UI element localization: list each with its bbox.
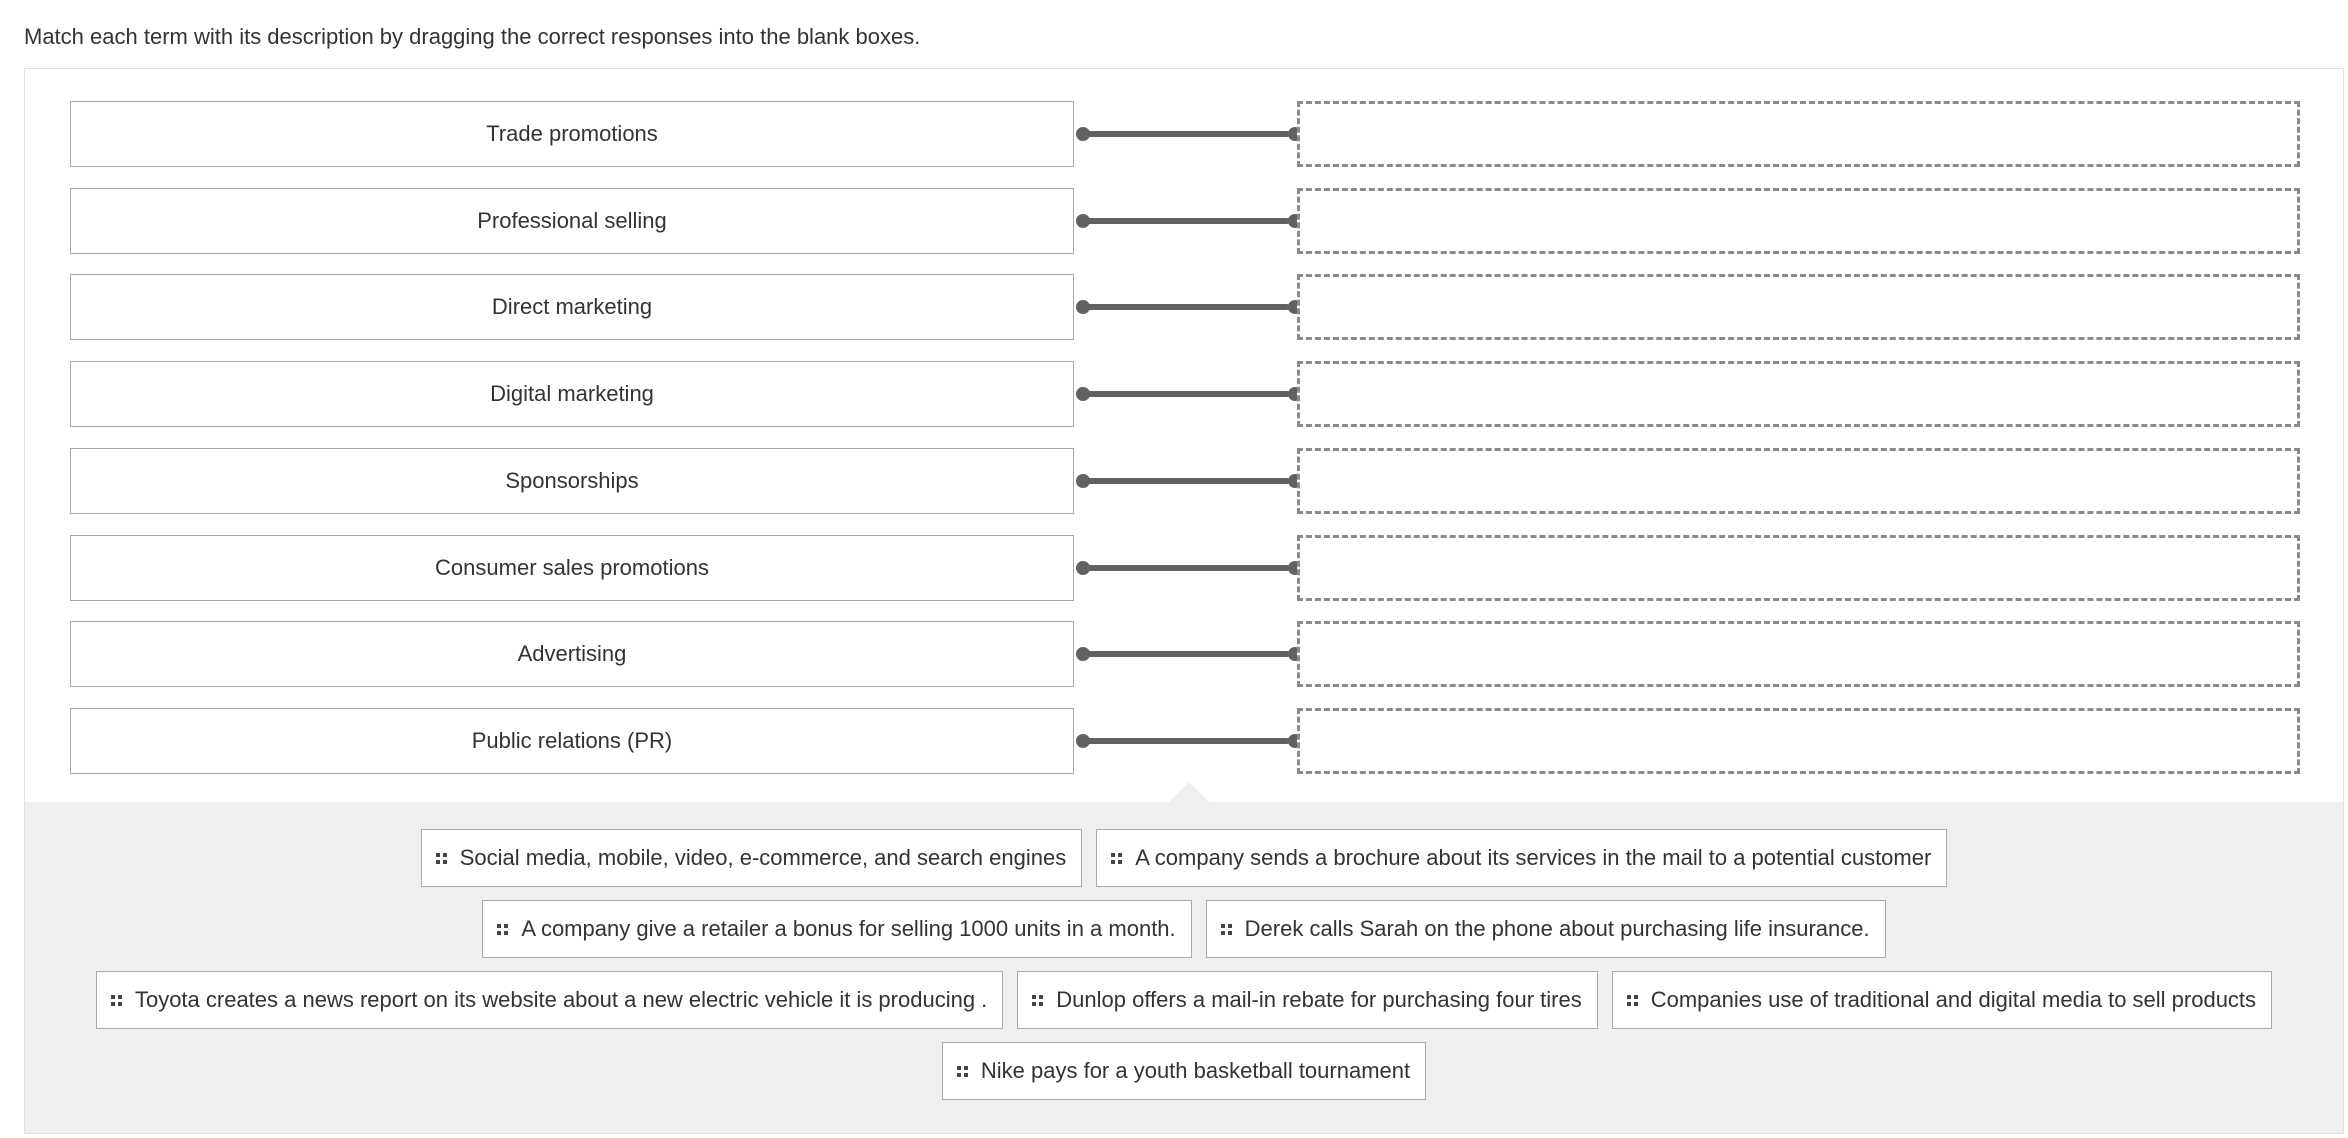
match-row bbox=[25, 621, 2343, 687]
response-chip[interactable] bbox=[482, 900, 1191, 958]
drop-zone[interactable] bbox=[1297, 448, 2300, 514]
connector bbox=[1074, 475, 1304, 487]
bank-row bbox=[25, 971, 2343, 1029]
connector bbox=[1074, 562, 1304, 574]
connector bbox=[1074, 648, 1304, 660]
match-row bbox=[25, 101, 2343, 167]
drop-zone[interactable] bbox=[1297, 361, 2300, 427]
bank-row bbox=[25, 829, 2343, 887]
response-label: Companies use of traditional and digital media to sell products bbox=[1650, 987, 2257, 1012]
drop-zone[interactable] bbox=[1297, 708, 2300, 774]
drag-handle-icon bbox=[1627, 995, 1638, 1006]
match-row bbox=[25, 448, 2343, 514]
match-row bbox=[25, 708, 2343, 774]
drop-zone[interactable] bbox=[1297, 621, 2300, 687]
match-row bbox=[25, 274, 2343, 340]
response-chip[interactable] bbox=[942, 1042, 1426, 1100]
drag-handle-icon bbox=[1111, 853, 1122, 864]
response-chip[interactable] bbox=[1017, 971, 1597, 1029]
response-chip[interactable] bbox=[96, 971, 1003, 1029]
bank-pointer bbox=[1169, 782, 1209, 802]
term-box: Direct marketing bbox=[70, 274, 1074, 340]
drag-handle-icon bbox=[1032, 995, 1043, 1006]
drop-zone[interactable] bbox=[1297, 535, 2300, 601]
response-chip[interactable] bbox=[421, 829, 1083, 887]
bank-row bbox=[25, 900, 2343, 958]
match-row bbox=[25, 535, 2343, 601]
instruction-text: Match each term with its description by dragging the correct responses into the blank boxes. bbox=[24, 24, 921, 49]
response-label: Derek calls Sarah on the phone about purchasing life insurance. bbox=[1244, 916, 1870, 941]
response-chip[interactable] bbox=[1096, 829, 1947, 887]
response-label: A company give a retailer a bonus for selling 1000 units in a month. bbox=[521, 916, 1176, 941]
term-box: Public relations (PR) bbox=[70, 708, 1074, 774]
drop-zone[interactable] bbox=[1297, 101, 2300, 167]
term-box: Digital marketing bbox=[70, 361, 1074, 427]
term-box: Advertising bbox=[70, 621, 1074, 687]
response-label: Dunlop offers a mail-in rebate for purchasing four tires bbox=[1056, 987, 1582, 1012]
bank-row bbox=[25, 1042, 2343, 1100]
response-chip[interactable] bbox=[1612, 971, 2272, 1029]
drag-handle-icon bbox=[497, 924, 508, 935]
connector bbox=[1074, 301, 1304, 313]
response-label: Social media, mobile, video, e-commerce, and search engines bbox=[459, 845, 1067, 870]
term-box: Consumer sales promotions bbox=[70, 535, 1074, 601]
response-label: Toyota creates a news report on its website about a new electric vehicle it is producing . bbox=[134, 987, 988, 1012]
drop-zone[interactable] bbox=[1297, 274, 2300, 340]
drag-handle-icon bbox=[436, 853, 447, 864]
term-box: Sponsorships bbox=[70, 448, 1074, 514]
connector bbox=[1074, 388, 1304, 400]
response-label: Nike pays for a youth basketball tournament bbox=[980, 1058, 1411, 1083]
connector bbox=[1074, 215, 1304, 227]
response-bank bbox=[25, 802, 2343, 1133]
term-box: Professional selling bbox=[70, 188, 1074, 254]
drag-handle-icon bbox=[1221, 924, 1232, 935]
match-row bbox=[25, 361, 2343, 427]
drop-zone[interactable] bbox=[1297, 188, 2300, 254]
drag-handle-icon bbox=[111, 995, 122, 1006]
drag-handle-icon bbox=[957, 1066, 968, 1077]
response-chip[interactable] bbox=[1206, 900, 1886, 958]
term-box: Trade promotions bbox=[70, 101, 1074, 167]
connector bbox=[1074, 128, 1304, 140]
connector bbox=[1074, 735, 1304, 747]
response-label: A company sends a brochure about its services in the mail to a potential customer bbox=[1135, 845, 1932, 870]
match-row bbox=[25, 188, 2343, 254]
matching-panel bbox=[24, 68, 2344, 1134]
